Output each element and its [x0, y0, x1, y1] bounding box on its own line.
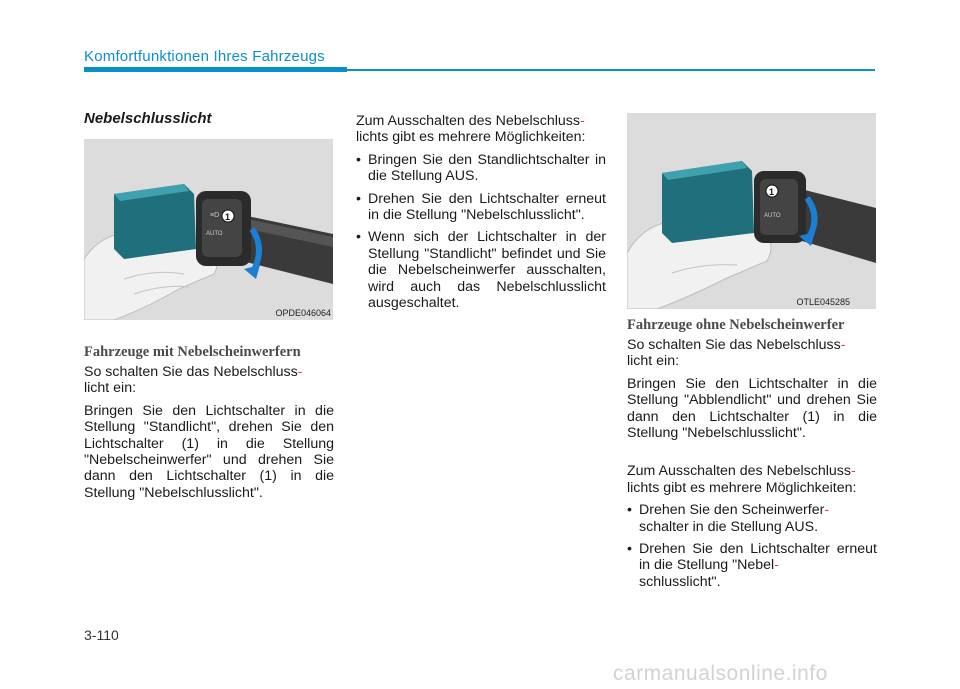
col1-intro: So schalten Sie das Nebelschluss- licht ein: — [84, 364, 303, 397]
col3-off-intro: Zum Ausschalten des Nebelschluss- lichts gibt es mehrere Möglichkeiten: — [627, 463, 857, 496]
col3-bullet-2: • Drehen Sie den Lichtschalter erneut in die Stellung "Nebel- schlusslicht". — [627, 541, 877, 590]
light-switch-illustration-2 — [627, 113, 876, 309]
watermark: carmanualsonline.info — [613, 662, 828, 685]
page-number: 3-110 — [84, 627, 119, 643]
figure-light-switch-fog — [84, 139, 333, 320]
header-rule-thick — [84, 67, 347, 72]
section-title: Nebelschlusslicht — [84, 110, 212, 127]
col3-intro: So schalten Sie das Nebelschluss- licht ein: — [627, 337, 846, 370]
col3-paragraph: Bringen Sie den Lichtschalter in die Stellung "Abblendlicht" und drehen Sie dann den Lichtschalter (1) in die Stellung "Nebelschlusslicht". — [627, 375, 877, 442]
col2-bullet-1: • Bringen Sie den Standlichtschalter in die Stellung AUS. — [356, 152, 606, 185]
svg-text:1: 1 — [769, 187, 775, 197]
header-rule-thin — [347, 69, 875, 71]
col2-bullet-2: • Drehen Sie den Lichtschalter erneut in die Stellung "Nebelschlusslicht". — [356, 191, 606, 224]
svg-text:AUTO: AUTO — [764, 213, 781, 219]
svg-text:≡D: ≡D — [210, 212, 220, 219]
col2-bullet-3: • Wenn sich der Lichtschalter in der Stellung "Standlicht" befindet und Sie die Nebelscheinwerfer ausschalten, wird auch das Nebelschlusslicht ausgeschaltet. — [356, 229, 606, 311]
subhead-with-fog: Fahrzeuge mit Nebelscheinwerfern — [84, 344, 301, 360]
col1-body — [84, 364, 334, 501]
light-switch-illustration — [84, 139, 333, 320]
svg-text:1: 1 — [225, 212, 231, 222]
figure-code: OPDE046064 — [275, 308, 331, 318]
figure-code-2: OTLE045285 — [796, 297, 850, 307]
figure-light-switch-nofog — [627, 113, 876, 309]
subhead-without-fog: Fahrzeuge ohne Nebelscheinwerfer — [627, 317, 845, 333]
col2-intro: Zum Ausschalten des Nebelschluss- lichts gibt es mehrere Möglichkeiten: — [356, 113, 586, 146]
section-header-title: Komfortfunktionen Ihres Fahrzeugs — [84, 48, 325, 65]
col3-body — [627, 337, 877, 590]
svg-text:AUTO: AUTO — [206, 231, 223, 237]
col1-paragraph: Bringen Sie den Lichtschalter in die Stellung "Standlicht", drehen Sie den Lichtschalter (1) in die Stellung "Nebelscheinwerfer" und drehen Sie dann den Lichtschalter (1) in die Stellung "Nebelschlusslicht". — [84, 402, 334, 501]
col3-bullet-1: • Drehen Sie den Scheinwerfer- schalter in die Stellung AUS. — [627, 502, 877, 535]
col2-body — [356, 113, 606, 311]
